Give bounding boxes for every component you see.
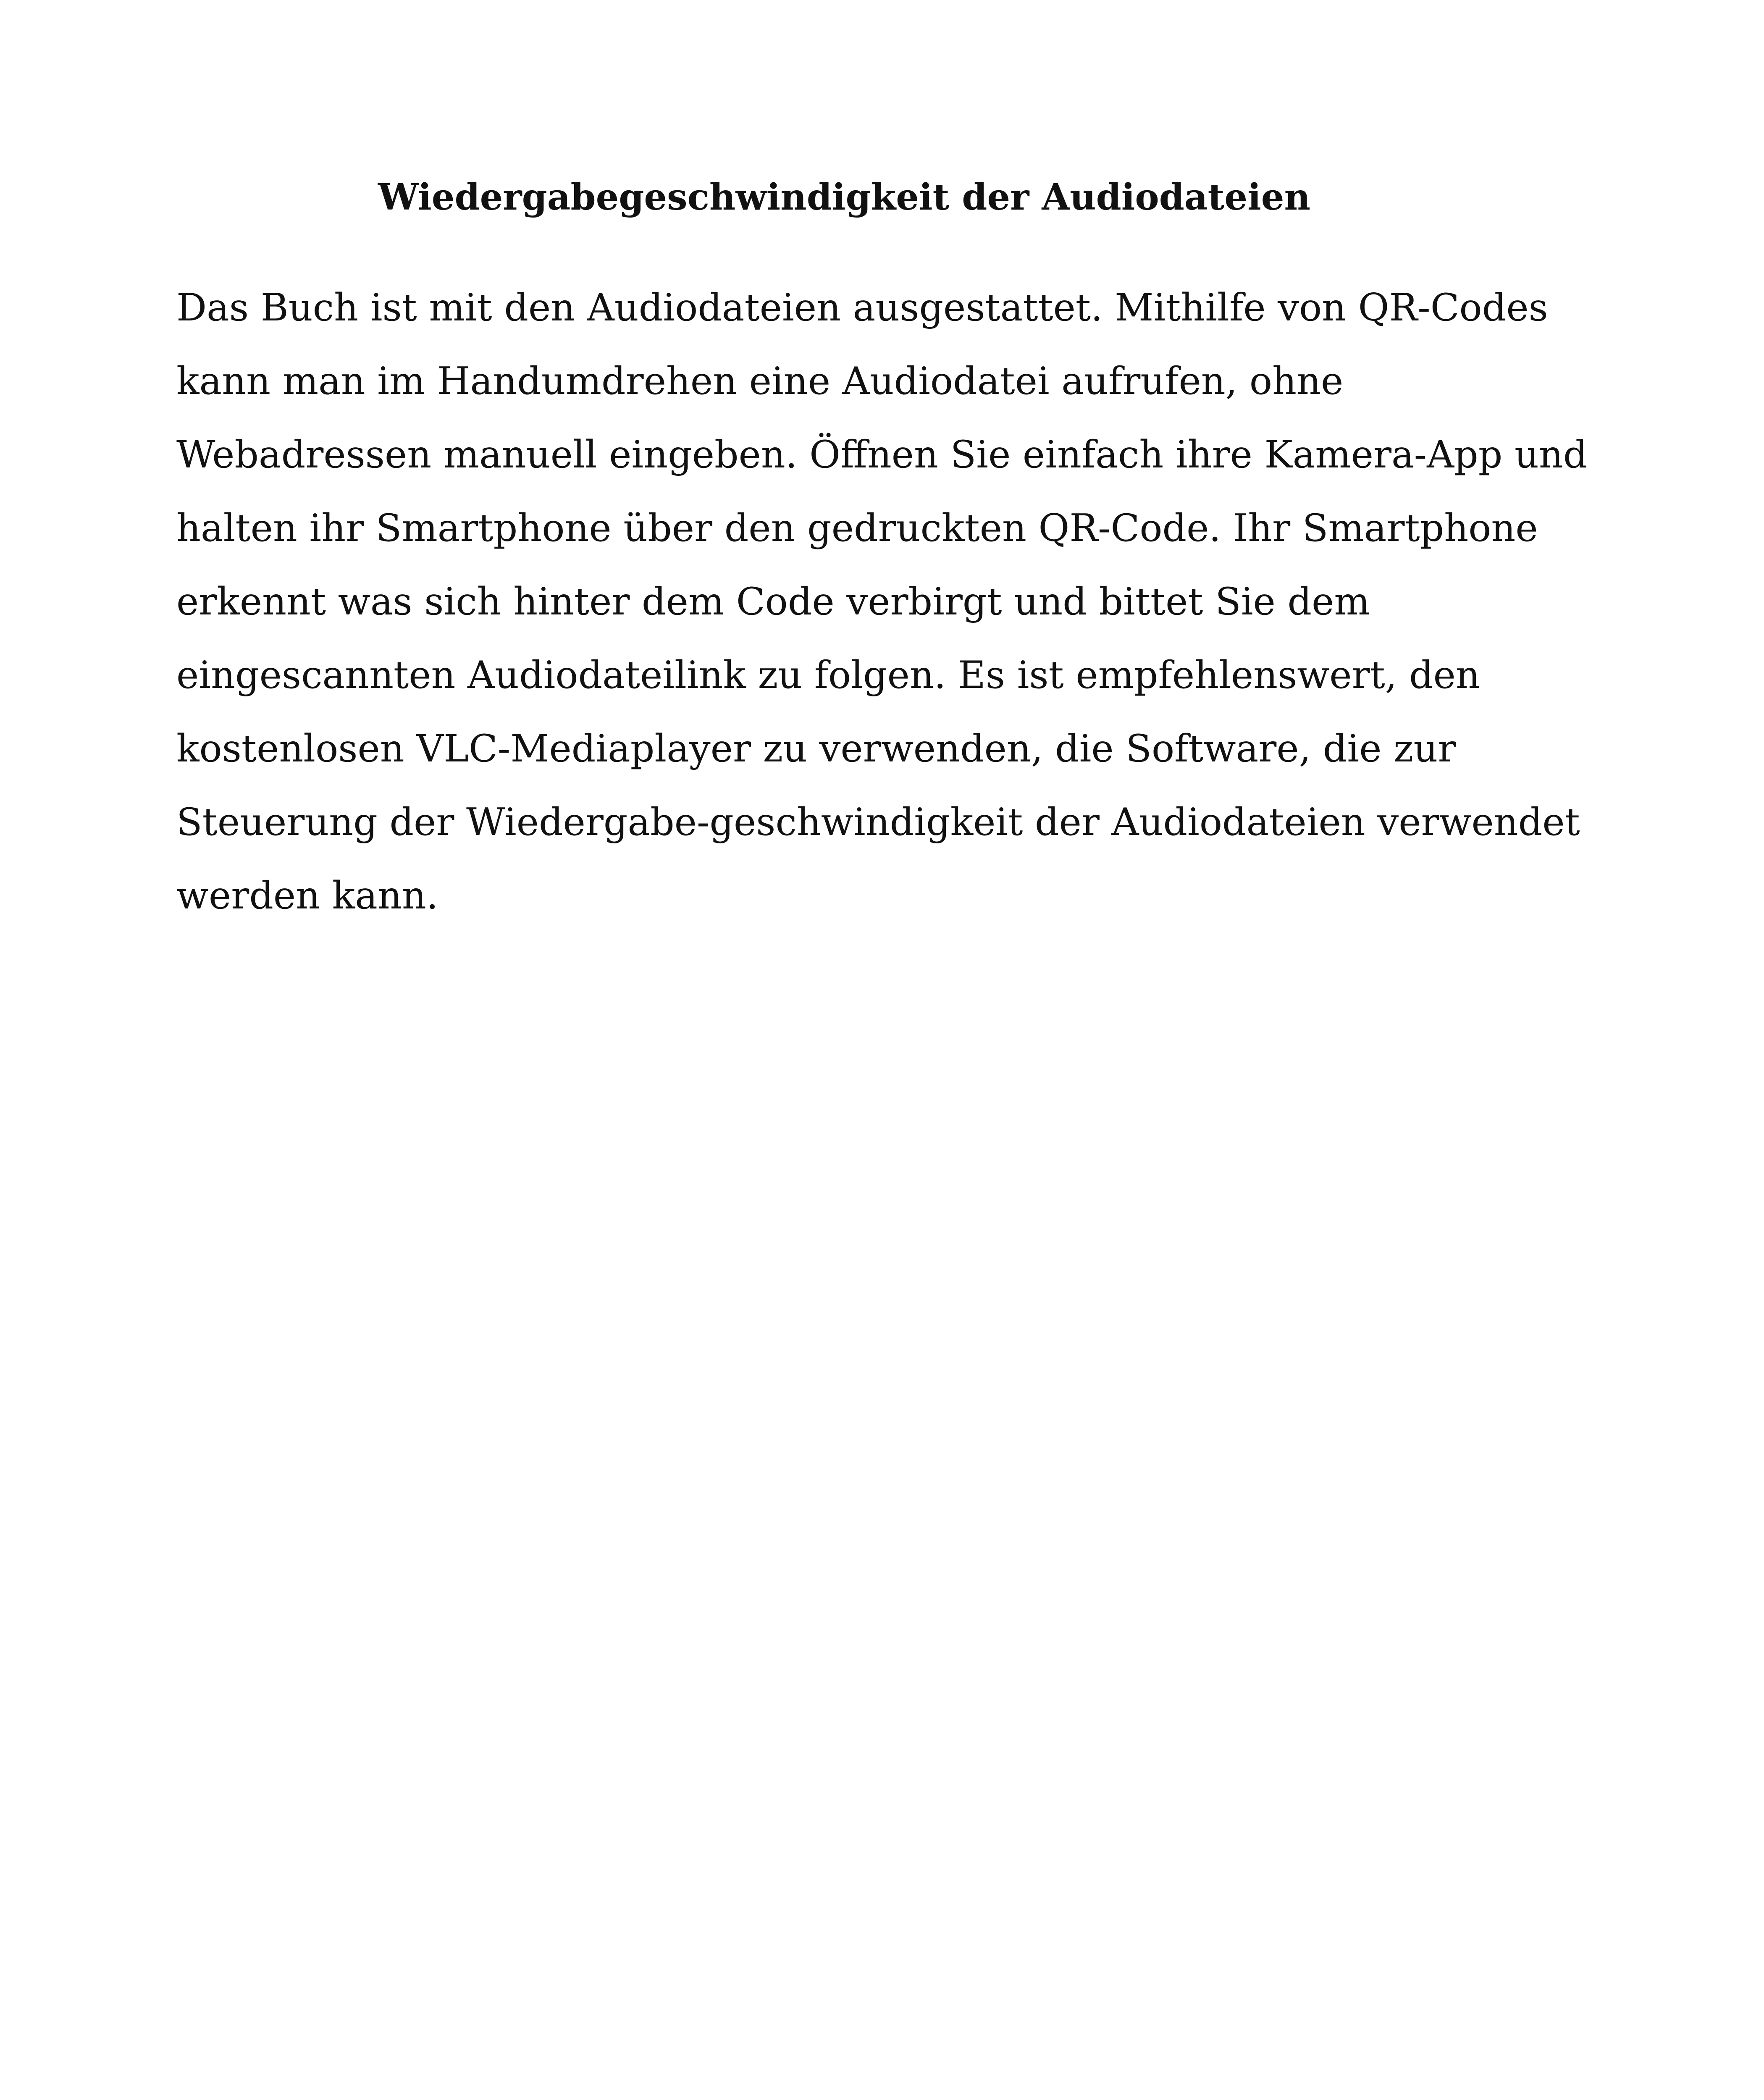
paragraph-line: kann man im Handumdrehen eine Audiodatei aufrufen, ohne xyxy=(176,359,1344,403)
section-heading: Wiedergabegeschwindigkeit der Audiodateien xyxy=(378,176,1310,218)
paragraph-line: Steuerung der Wiedergabe-geschwindigkeit der Audiodateien verwendet xyxy=(176,800,1580,844)
paragraph-line: kostenlosen VLC-Mediaplayer zu verwenden, die Software, die zur xyxy=(176,727,1456,771)
paragraph-line: halten ihr Smartphone über den gedruckten QR-Code. Ihr Smartphone xyxy=(176,506,1538,550)
paragraph-line: werden kann. xyxy=(176,874,438,918)
paragraph-line: eingescannten Audiodateilink zu folgen. Es ist empfehlenswert, den xyxy=(176,653,1480,697)
paragraph-line: Webadressen manuell eingeben. Öffnen Sie einfach ihre Kamera-App und xyxy=(176,433,1588,477)
paragraph-line: erkennt was sich hinter dem Code verbirgt und bittet Sie dem xyxy=(176,580,1370,624)
body-paragraph xyxy=(176,271,1604,932)
paragraph-line: Das Buch ist mit den Audiodateien ausgestattet. Mithilfe von QR-Codes xyxy=(176,286,1548,330)
